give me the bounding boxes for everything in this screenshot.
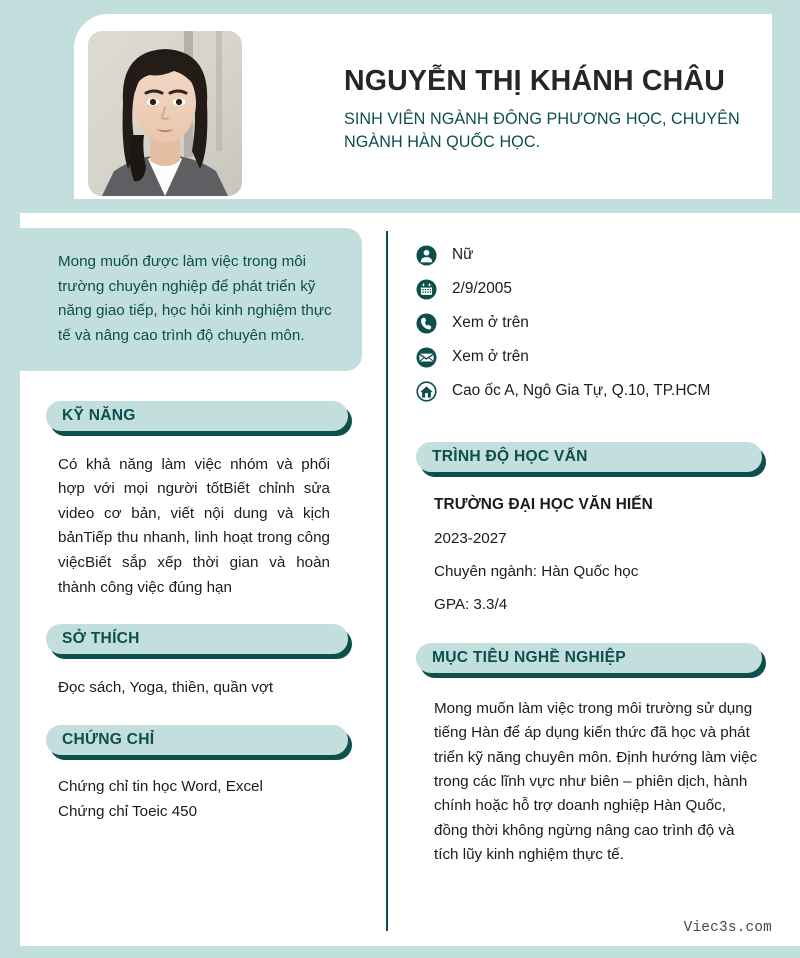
home-icon <box>416 381 437 402</box>
section-header-career-goal <box>416 643 762 677</box>
certificate-line-2: Chứng chỉ Toeic 450 <box>58 802 198 820</box>
contact-item-birthdate <box>416 272 780 306</box>
pill <box>46 725 348 755</box>
contact-value-gender: Nữ <box>452 246 474 264</box>
pill <box>416 643 762 673</box>
pill <box>46 401 348 431</box>
intro-card <box>6 228 362 371</box>
left-column <box>0 228 372 824</box>
certificates-body <box>0 759 372 824</box>
contact-value-email: Xem ở trên <box>452 348 529 366</box>
section-title-career-goal: MỤC TIÊU NGHỀ NGHIỆP <box>432 649 626 666</box>
contact-item-address <box>416 374 780 408</box>
intro-text: Mong muốn được làm việc trong môi trường chuyên nghiệp để phát triển kỹ năng giao tiếp, học hỏi kinh nghiệm thực tế và nâng cao trình độ chuyên môn. <box>58 253 332 344</box>
hobbies-text: Đọc sách, Yoga, thiền, quần vợt <box>58 679 274 697</box>
page-title: NGUYỄN THỊ KHÁNH CHÂU <box>344 65 726 97</box>
calendar-icon <box>416 279 437 300</box>
pill <box>416 442 762 472</box>
person-icon <box>416 245 437 266</box>
contact-item-email <box>416 340 780 374</box>
education-major: Chuyên ngành: Hàn Quốc học <box>434 563 639 580</box>
section-title-hobbies: SỞ THÍCH <box>62 630 140 648</box>
education-body <box>412 476 780 613</box>
education-gpa: GPA: 3.3/4 <box>434 596 508 613</box>
contact-value-birthdate: 2/9/2005 <box>452 280 512 298</box>
header-right-accent <box>772 0 800 213</box>
section-header-skills <box>46 401 348 435</box>
header-text-block <box>344 66 764 154</box>
header-banner <box>0 0 800 213</box>
avatar <box>88 31 242 196</box>
header-subtitle: SINH VIÊN NGÀNH ĐÔNG PHƯƠNG HỌC, CHUYÊN NGÀNH HÀN QUỐC HỌC. <box>344 109 740 151</box>
section-header-certificates <box>46 725 348 759</box>
contact-value-phone: Xem ở trên <box>452 314 529 332</box>
skills-body <box>0 435 372 601</box>
section-title-certificates: CHỨNG CHỈ <box>62 730 155 748</box>
contact-item-phone <box>416 306 780 340</box>
phone-icon <box>416 313 437 334</box>
certificate-line-1: Chứng chỉ tin học Word, Excel <box>58 777 263 795</box>
section-title-education: TRÌNH ĐỘ HỌC VẤN <box>432 448 588 465</box>
watermark: Viec3s.com <box>683 920 772 936</box>
skills-text: Có khả năng làm việc nhóm và phối hợp với mọi người tốtBiết chỉnh sửa video cơ bản, viết nội dung và kịch bảnTiếp thu nhanh, linh hoạt trong công việcBiết sắp xếp thời gian và hoàn thành công việc đúng hạn <box>58 455 330 596</box>
column-divider <box>386 231 388 931</box>
section-header-hobbies <box>46 624 348 658</box>
hobbies-body <box>0 658 372 701</box>
section-title-skills: KỸ NĂNG <box>62 406 136 424</box>
pill <box>46 624 348 654</box>
contact-list <box>416 238 780 408</box>
section-header-education <box>416 442 762 476</box>
bottom-accent-strip <box>0 946 800 958</box>
career-goal-text: Mong muốn làm việc trong môi trường sử dụng tiếng Hàn để áp dụng kiến thức đã học và phát triển kỹ năng chuyên môn. Định hướng làm việc trong các lĩnh vực như biên – phiên dịch, hành chính hoặc hỗ trợ doanh nghiệp Hàn Quốc, đồng thời không ngừng nâng cao trình độ và tích lũy kinh nghiệm thực tế. <box>434 700 758 863</box>
education-years: 2023-2027 <box>434 530 507 547</box>
contact-item-gender <box>416 238 780 272</box>
education-school: TRƯỜNG ĐẠI HỌC VĂN HIẾN <box>434 496 653 513</box>
contact-value-address: Cao ốc A, Ngô Gia Tự, Q.10, TP.HCM <box>452 382 711 400</box>
career-goal-body <box>412 677 780 867</box>
right-column <box>412 238 780 867</box>
envelope-icon <box>416 347 437 368</box>
